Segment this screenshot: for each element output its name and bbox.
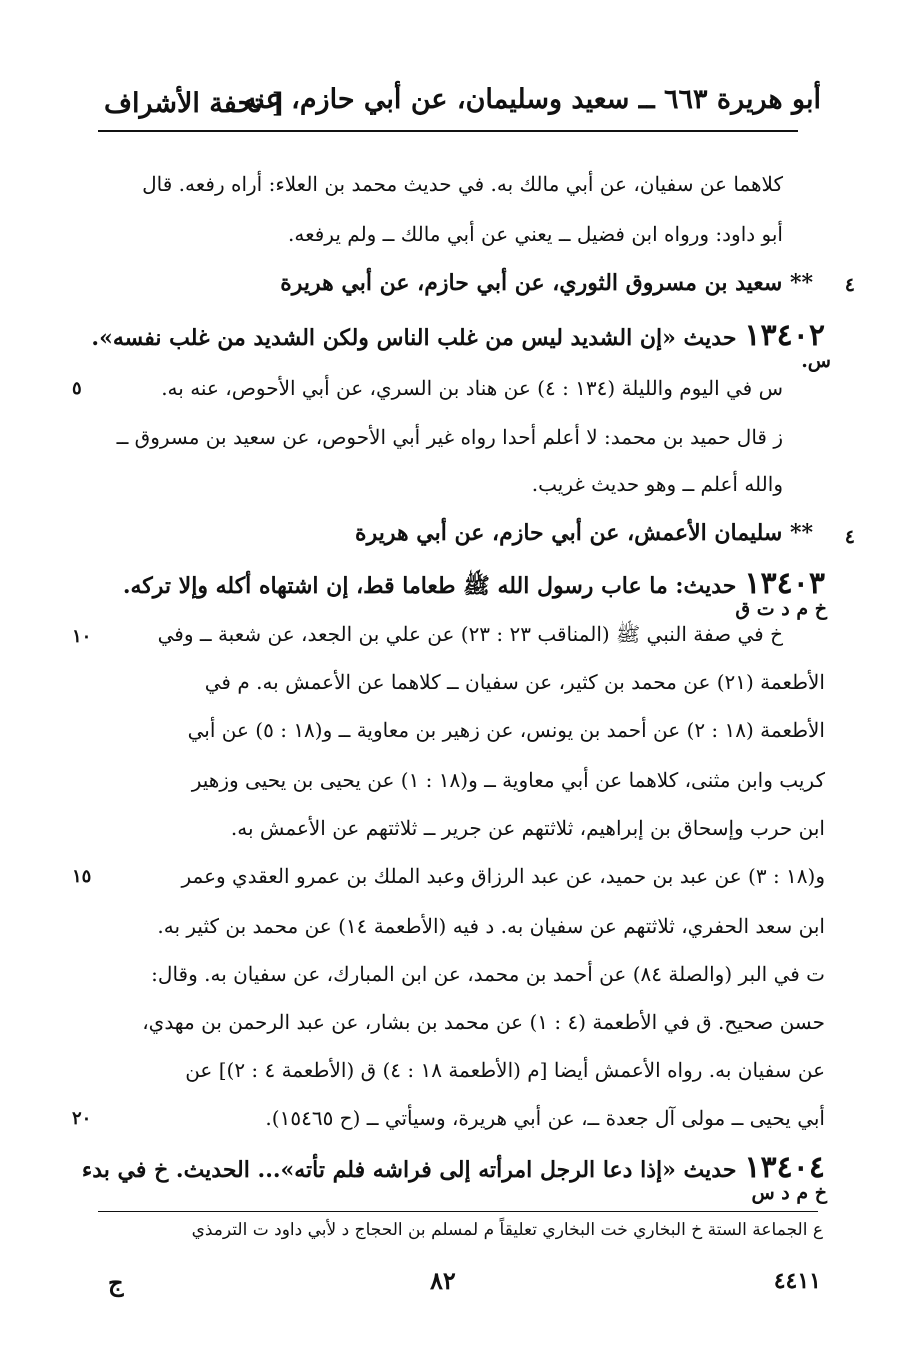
text-line: الأطعمة (٢١) عن محمد بن كثير، عن سفيان ــ كلاهما عن الأعمش به. م في: [204, 670, 825, 694]
margin-sigla: س.: [801, 350, 831, 372]
signature-mark: ج: [108, 1268, 124, 1297]
margin-sigla: خ م د س: [751, 1182, 827, 1204]
header-rule: [98, 130, 798, 132]
hadith-entry-13403: [123, 566, 825, 604]
volume-page-number: ٤٤١١: [773, 1268, 821, 1294]
margin-sigla: خ م د ت ق: [735, 598, 827, 620]
line-number: ١٥: [72, 866, 92, 887]
text-line: أبو داود: ورواه ابن فضيل ــ يعني عن أبي مالك ــ ولم يرفعه.: [288, 222, 783, 246]
line-number: ٢٠: [72, 1108, 92, 1129]
hadith-entry-13402: [91, 318, 825, 353]
hadith-text: حديث: ما عاب رسول الله ﷺ طعاما قط، إن اشتهاه أكله وإلا تركه.: [122, 573, 737, 599]
hadith-entry-13404: [82, 1150, 825, 1185]
text-line: خ في صفة النبي ﷺ (المناقب ٢٣ : ٢٣) عن علي بن الجعد، عن شعبة ــ وفي: [157, 622, 783, 646]
hadith-number: ١٣٤٠٢: [744, 318, 825, 353]
margin-mark: ٤: [844, 274, 855, 296]
margin-mark: ٤: [844, 526, 855, 548]
text-line: و(١٨ : ٣) عن عبد بن حميد، عن عبد الرزاق وعبد الملك بن عمرو العقدي وعمر: [181, 864, 825, 888]
text-line: ز قال حميد بن محمد: لا أعلم أحدا رواه غير أبي الأحوص، عن سعيد بن مسروق ــ: [116, 425, 783, 449]
line-number: ١٠: [72, 626, 92, 647]
text-line: س في اليوم والليلة (١٣٤ : ٤) عن هناد بن السري، عن أبي الأحوص، عنه به.: [161, 376, 783, 400]
hadith-number: ١٣٤٠٣: [744, 566, 825, 601]
text-line: ت في البر (والصلة ٨٤) عن أحمد بن محمد، عن ابن المبارك، عن سفيان به. وقال:: [151, 962, 825, 986]
text-line: ابن حرب وإسحاق بن إبراهيم، ثلاثتهم عن جرير ــ ثلاثتهم عن الأعمش به.: [230, 816, 825, 840]
text-line: عن سفيان به. رواه الأعمش أيضا [م (الأطعمة ١٨ : ٤) ق (الأطعمة ٤ : ٢)] عن: [185, 1058, 825, 1082]
hadith-text: حديث «إن الشديد ليس من غلب الناس ولكن الشديد من غلب نفسه».: [91, 325, 737, 351]
footer-rule: [98, 1211, 818, 1212]
section-heading: ** سعيد بن مسروق الثوري، عن أبي حازم، عن أبي هريرة: [280, 270, 813, 296]
text-line: والله أعلم ــ وهو حديث غريب.: [531, 472, 783, 496]
hadith-number: ١٣٤٠٤: [744, 1150, 825, 1185]
text-line: كريب وابن مثنى، كلاهما عن أبي معاوية ــ و(١٨ : ١) عن يحيى بن يحيى وزهير: [191, 768, 825, 792]
section-heading: ** سليمان الأعمش، عن أبي حازم، عن أبي هريرة: [355, 520, 813, 546]
text-line: ابن سعد الحفري، ثلاثتهم عن سفيان به. د فيه (الأطعمة ١٤) عن محمد بن كثير به.: [157, 914, 825, 938]
text-line: كلاهما عن سفيان، عن أبي مالك به. في حديث محمد بن العلاء: أراه رفعه. قال: [142, 172, 783, 196]
hadith-text: حديث «إذا دعا الرجل امرأته إلى فراشه فلم تأته»... الحديث. خ في بدء: [81, 1157, 737, 1183]
text-line: حسن صحيح. ق في الأطعمة (٤ : ١) عن محمد بن بشار، عن عبد الرحمن بن مهدي،: [142, 1010, 825, 1034]
line-number: ٥: [72, 378, 82, 399]
page-number: ٨٢: [430, 1266, 456, 1295]
text-line: الأطعمة (١٨ : ٢) عن أحمد بن يونس، عن زهير بن معاوية ــ و(١٨ : ٥) عن أبي: [187, 718, 825, 742]
running-header-left: [ تحفة الأشراف: [104, 88, 285, 119]
text-line: أبي يحيى ــ مولى آل جعدة ــ، عن أبي هريرة، وسيأتي ــ (ح ١٥٤٦٥).: [265, 1106, 825, 1130]
abbreviations-key: ع الجماعة الستة خ البخاري خت البخاري تعليقاً م لمسلم بن الحجاج د لأبي داود ت الترمذي: [191, 1220, 823, 1240]
running-header-right: أبو هريرة ٦٦٣ ــ سعيد وسليمان، عن أبي حازم، عنه: [242, 84, 821, 115]
